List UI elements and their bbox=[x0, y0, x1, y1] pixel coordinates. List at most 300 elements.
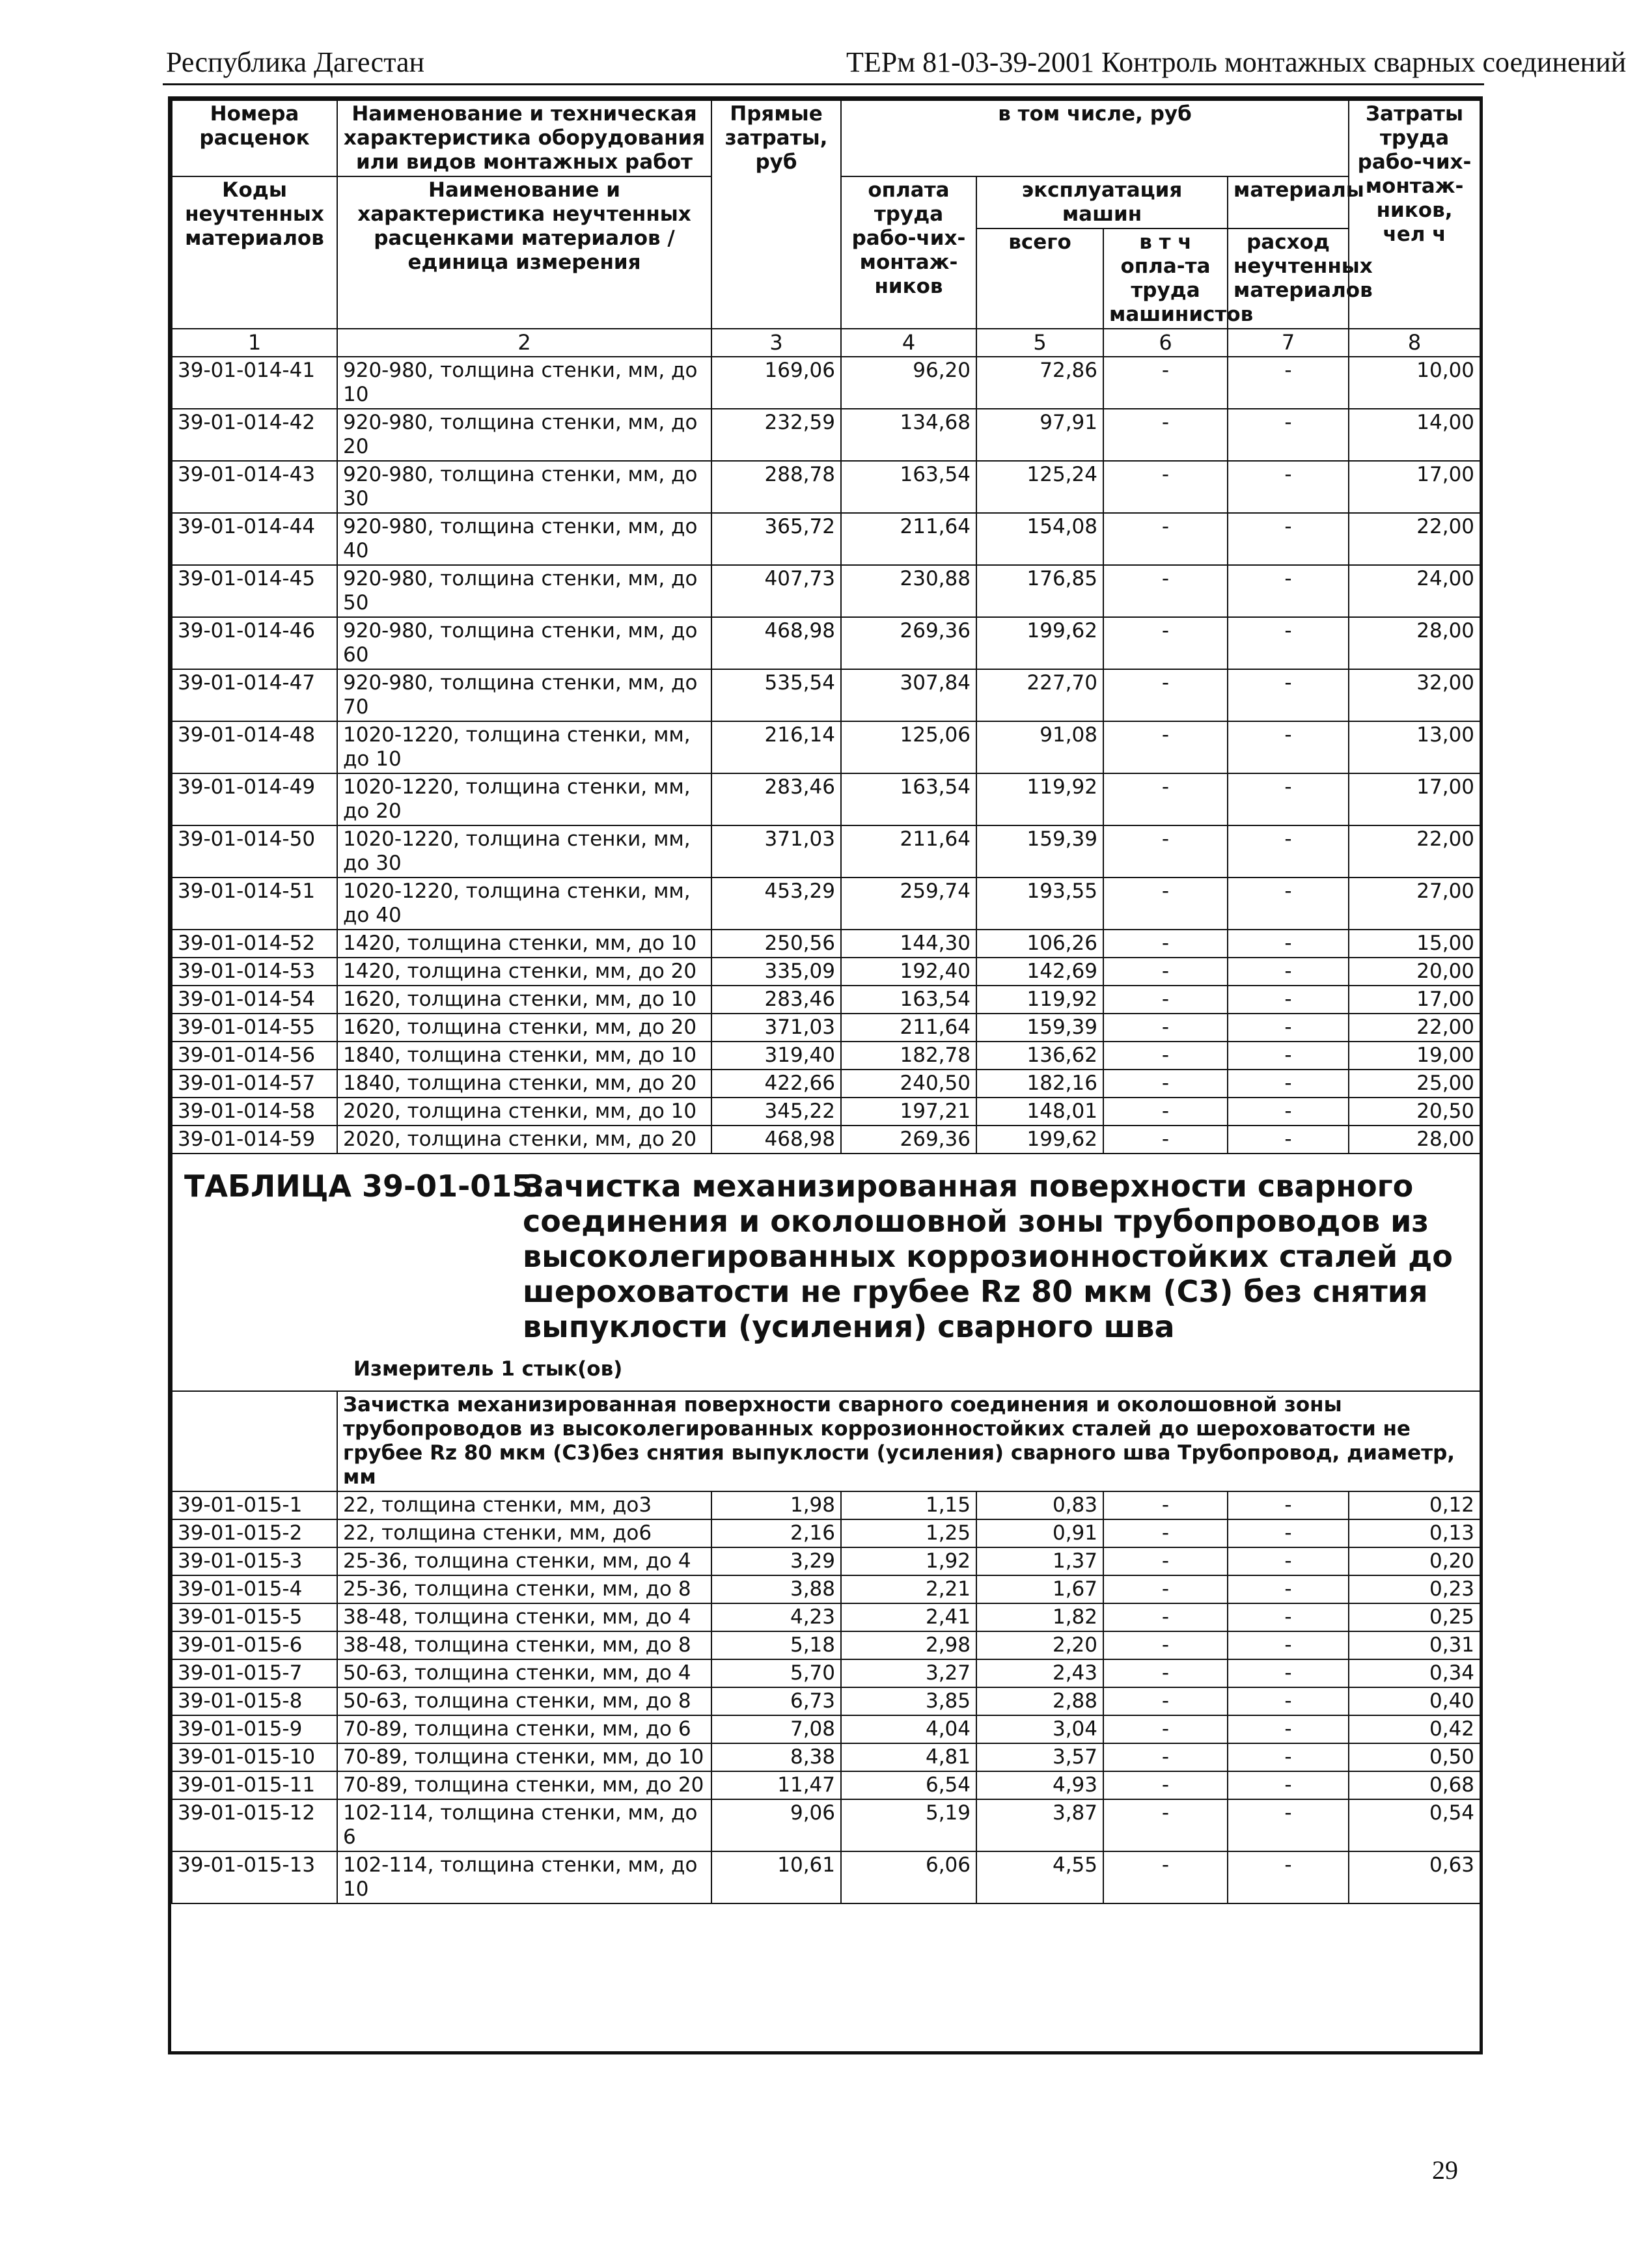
cell-materials: - bbox=[1228, 773, 1349, 825]
table-row bbox=[172, 986, 1480, 1014]
cell-machines-labor: - bbox=[1103, 1070, 1228, 1098]
cell-labor-hours: 0,31 bbox=[1349, 1631, 1480, 1659]
cell-machines-labor: - bbox=[1103, 721, 1228, 773]
table-row bbox=[172, 1491, 1480, 1519]
cell-materials: - bbox=[1228, 1491, 1349, 1519]
cell-materials: - bbox=[1228, 1547, 1349, 1575]
table2-title-block bbox=[172, 1154, 1480, 1390]
cell-labor-pay: 6,06 bbox=[841, 1851, 976, 1903]
cell-labor-pay: 1,15 bbox=[841, 1491, 976, 1519]
cell-machines-labor: - bbox=[1103, 1687, 1228, 1715]
cell-direct-costs: 169,06 bbox=[711, 357, 841, 409]
cell-direct-costs: 5,70 bbox=[711, 1659, 841, 1687]
cell-description: 70-89, толщина стенки, мм, до 20 bbox=[337, 1771, 711, 1799]
cell-materials: - bbox=[1228, 1519, 1349, 1547]
header-region: Республика Дагестан bbox=[166, 46, 425, 78]
table-row bbox=[172, 1659, 1480, 1687]
cell-machines-total: 3,57 bbox=[976, 1743, 1103, 1771]
cell-labor-hours: 17,00 bbox=[1349, 773, 1480, 825]
cell-labor-pay: 4,04 bbox=[841, 1715, 976, 1743]
cell-description: 1020-1220, толщина стенки, мм, до 30 bbox=[337, 825, 711, 878]
cell-description: 1020-1220, толщина стенки, мм, до 10 bbox=[337, 721, 711, 773]
table-row bbox=[172, 1799, 1480, 1851]
cell-labor-hours: 32,00 bbox=[1349, 669, 1480, 721]
table-row bbox=[172, 669, 1480, 721]
cell-labor-pay: 211,64 bbox=[841, 825, 976, 878]
cell-direct-costs: 9,06 bbox=[711, 1799, 841, 1851]
cell-description: 1840, толщина стенки, мм, до 10 bbox=[337, 1042, 711, 1070]
cell-labor-hours: 20,00 bbox=[1349, 958, 1480, 986]
cell-direct-costs: 8,38 bbox=[711, 1743, 841, 1771]
head-machines-incl: в т ч опла-та труда машинистов bbox=[1103, 228, 1228, 329]
cell-rate-code: 39-01-015-9 bbox=[172, 1715, 337, 1743]
cell-materials: - bbox=[1228, 461, 1349, 513]
cell-description: 920-980, толщина стенки, мм, до 50 bbox=[337, 565, 711, 617]
cell-machines-total: 1,37 bbox=[976, 1547, 1103, 1575]
cell-description: 1420, толщина стенки, мм, до 20 bbox=[337, 958, 711, 986]
cell-direct-costs: 3,88 bbox=[711, 1575, 841, 1603]
col-number: 2 bbox=[337, 329, 711, 357]
cell-description: 38-48, толщина стенки, мм, до 4 bbox=[337, 1603, 711, 1631]
head-material-names: Наименование и характеристика неучтенных расценками материалов / единица измерения bbox=[337, 176, 711, 329]
cell-description: 102-114, толщина стенки, мм, до 10 bbox=[337, 1851, 711, 1903]
cell-machines-labor: - bbox=[1103, 878, 1228, 930]
cell-description: 1020-1220, толщина стенки, мм, до 40 bbox=[337, 878, 711, 930]
cell-rate-code: 39-01-015-1 bbox=[172, 1491, 337, 1519]
cell-direct-costs: 453,29 bbox=[711, 878, 841, 930]
cell-direct-costs: 1,98 bbox=[711, 1491, 841, 1519]
cell-machines-labor: - bbox=[1103, 1603, 1228, 1631]
table-row bbox=[172, 1631, 1480, 1659]
cell-machines-total: 142,69 bbox=[976, 958, 1103, 986]
cell-labor-pay: 163,54 bbox=[841, 461, 976, 513]
cell-description: 920-980, толщина стенки, мм, до 30 bbox=[337, 461, 711, 513]
cell-machines-labor: - bbox=[1103, 1743, 1228, 1771]
cell-rate-code: 39-01-014-59 bbox=[172, 1126, 337, 1154]
cell-machines-total: 1,82 bbox=[976, 1603, 1103, 1631]
cell-machines-labor: - bbox=[1103, 1547, 1228, 1575]
cell-machines-labor: - bbox=[1103, 986, 1228, 1014]
cell-machines-total: 136,62 bbox=[976, 1042, 1103, 1070]
cell-rate-code: 39-01-015-8 bbox=[172, 1687, 337, 1715]
cell-labor-hours: 22,00 bbox=[1349, 1014, 1480, 1042]
cell-description: 920-980, толщина стенки, мм, до 70 bbox=[337, 669, 711, 721]
cell-machines-total: 148,01 bbox=[976, 1098, 1103, 1126]
table-row bbox=[172, 357, 1480, 409]
head-materials-sub: расход неучтенных материалов bbox=[1228, 228, 1349, 329]
cell-rate-code: 39-01-015-11 bbox=[172, 1771, 337, 1799]
cell-machines-total: 2,88 bbox=[976, 1687, 1103, 1715]
cell-machines-labor: - bbox=[1103, 1659, 1228, 1687]
cell-materials: - bbox=[1228, 1603, 1349, 1631]
cell-labor-hours: 0,54 bbox=[1349, 1799, 1480, 1851]
cell-machines-total: 106,26 bbox=[976, 930, 1103, 958]
cell-machines-total: 119,92 bbox=[976, 986, 1103, 1014]
cell-description: 25-36, толщина стенки, мм, до 8 bbox=[337, 1575, 711, 1603]
cell-labor-pay: 269,36 bbox=[841, 1126, 976, 1154]
cell-rate-code: 39-01-014-46 bbox=[172, 617, 337, 669]
table-row bbox=[172, 461, 1480, 513]
header-rule bbox=[163, 83, 1484, 85]
cell-rate-code: 39-01-014-45 bbox=[172, 565, 337, 617]
cell-labor-hours: 0,25 bbox=[1349, 1603, 1480, 1631]
cell-rate-code: 39-01-015-3 bbox=[172, 1547, 337, 1575]
table-row bbox=[172, 1687, 1480, 1715]
cell-machines-total: 72,86 bbox=[976, 357, 1103, 409]
cell-machines-total: 3,87 bbox=[976, 1799, 1103, 1851]
cell-labor-pay: 2,98 bbox=[841, 1631, 976, 1659]
cell-materials: - bbox=[1228, 1687, 1349, 1715]
cell-direct-costs: 216,14 bbox=[711, 721, 841, 773]
cell-rate-code: 39-01-014-44 bbox=[172, 513, 337, 565]
table2-title-row bbox=[172, 1154, 1480, 1391]
cell-rate-code: 39-01-014-48 bbox=[172, 721, 337, 773]
table-row bbox=[172, 1519, 1480, 1547]
cell-labor-pay: 307,84 bbox=[841, 669, 976, 721]
cell-rate-code: 39-01-014-55 bbox=[172, 1014, 337, 1042]
col-number: 1 bbox=[172, 329, 337, 357]
cell-machines-total: 199,62 bbox=[976, 617, 1103, 669]
cell-labor-pay: 96,20 bbox=[841, 357, 976, 409]
col-number: 4 bbox=[841, 329, 976, 357]
table-row bbox=[172, 878, 1480, 930]
table-row bbox=[172, 1014, 1480, 1042]
cell-labor-pay: 2,21 bbox=[841, 1575, 976, 1603]
cell-materials: - bbox=[1228, 513, 1349, 565]
cell-direct-costs: 10,61 bbox=[711, 1851, 841, 1903]
cell-machines-total: 97,91 bbox=[976, 409, 1103, 461]
cell-machines-labor: - bbox=[1103, 1575, 1228, 1603]
cell-materials: - bbox=[1228, 1799, 1349, 1851]
cell-labor-pay: 259,74 bbox=[841, 878, 976, 930]
table-row bbox=[172, 1126, 1480, 1154]
cell-description: 1620, толщина стенки, мм, до 20 bbox=[337, 1014, 711, 1042]
cell-machines-labor: - bbox=[1103, 669, 1228, 721]
cell-rate-code: 39-01-015-10 bbox=[172, 1743, 337, 1771]
cell-description: 22, толщина стенки, мм, до3 bbox=[337, 1491, 711, 1519]
cell-rate-code: 39-01-014-47 bbox=[172, 669, 337, 721]
cell-labor-hours: 28,00 bbox=[1349, 617, 1480, 669]
cell-machines-total: 227,70 bbox=[976, 669, 1103, 721]
head-labor-pay: оплата труда рабо-чих-монтаж-ников bbox=[841, 176, 976, 329]
cell-labor-pay: 192,40 bbox=[841, 958, 976, 986]
cell-description: 2020, толщина стенки, мм, до 10 bbox=[337, 1098, 711, 1126]
cell-rate-code: 39-01-015-4 bbox=[172, 1575, 337, 1603]
cell-materials: - bbox=[1228, 357, 1349, 409]
cell-machines-total: 2,43 bbox=[976, 1659, 1103, 1687]
cell-labor-hours: 14,00 bbox=[1349, 409, 1480, 461]
table-row bbox=[172, 1098, 1480, 1126]
cell-materials: - bbox=[1228, 409, 1349, 461]
cell-machines-total: 1,67 bbox=[976, 1575, 1103, 1603]
table-row bbox=[172, 958, 1480, 986]
cell-rate-code: 39-01-015-6 bbox=[172, 1631, 337, 1659]
cell-machines-labor: - bbox=[1103, 1098, 1228, 1126]
table2-title: Зачистка механизированная поверхности сварного соединения и околошовной зоны трубопроводов из высоколегированных коррозионностойких сталей до шероховатости не грубее Rz 80 мкм (С3) без снятия выпуклости (усиления) сварного шва bbox=[523, 1169, 1453, 1344]
col-number: 8 bbox=[1349, 329, 1480, 357]
table2-section-title: Зачистка механизированная поверхности сварного соединения и околошовной зоны трубопроводов из высоколегированных коррозионностойких сталей до шероховатости не грубее Rz 80 мкм (С3)без снятия выпуклости (усиления) сварного шва Трубопровод, диаметр, мм bbox=[337, 1391, 1480, 1491]
cell-rate-code: 39-01-015-5 bbox=[172, 1603, 337, 1631]
cell-machines-total: 2,20 bbox=[976, 1631, 1103, 1659]
cell-materials: - bbox=[1228, 721, 1349, 773]
cell-direct-costs: 371,03 bbox=[711, 825, 841, 878]
cell-labor-hours: 17,00 bbox=[1349, 461, 1480, 513]
head-work-name: Наименование и техническая характеристика оборудования или видов монтажных работ bbox=[337, 100, 711, 176]
cell-labor-hours: 0,63 bbox=[1349, 1851, 1480, 1903]
section-empty-cell bbox=[172, 1391, 337, 1491]
cell-labor-hours: 0,12 bbox=[1349, 1491, 1480, 1519]
cell-direct-costs: 5,18 bbox=[711, 1631, 841, 1659]
cell-labor-hours: 0,13 bbox=[1349, 1519, 1480, 1547]
cell-rate-code: 39-01-014-42 bbox=[172, 409, 337, 461]
head-materials: материалы bbox=[1228, 176, 1349, 228]
cell-description: 920-980, толщина стенки, мм, до 20 bbox=[337, 409, 711, 461]
cell-direct-costs: 535,54 bbox=[711, 669, 841, 721]
cell-rate-code: 39-01-014-58 bbox=[172, 1098, 337, 1126]
cell-description: 50-63, толщина стенки, мм, до 4 bbox=[337, 1659, 711, 1687]
cell-machines-total: 91,08 bbox=[976, 721, 1103, 773]
cell-direct-costs: 422,66 bbox=[711, 1070, 841, 1098]
header-document-code: ТЕРм 81-03-39-2001 Контроль монтажных сварных соединений bbox=[846, 46, 1626, 78]
cell-machines-total: 0,83 bbox=[976, 1491, 1103, 1519]
cell-labor-pay: 2,41 bbox=[841, 1603, 976, 1631]
cell-machines-labor: - bbox=[1103, 357, 1228, 409]
cell-materials: - bbox=[1228, 1771, 1349, 1799]
cell-machines-labor: - bbox=[1103, 565, 1228, 617]
cell-direct-costs: 11,47 bbox=[711, 1771, 841, 1799]
cell-materials: - bbox=[1228, 1743, 1349, 1771]
cell-machines-labor: - bbox=[1103, 958, 1228, 986]
cell-labor-pay: 211,64 bbox=[841, 1014, 976, 1042]
cell-labor-pay: 3,27 bbox=[841, 1659, 976, 1687]
cell-rate-code: 39-01-014-53 bbox=[172, 958, 337, 986]
cell-description: 1420, толщина стенки, мм, до 10 bbox=[337, 930, 711, 958]
table-row bbox=[172, 513, 1480, 565]
col-number: 6 bbox=[1103, 329, 1228, 357]
table2-section-row bbox=[172, 1391, 1480, 1491]
cell-labor-hours: 10,00 bbox=[1349, 357, 1480, 409]
cell-machines-labor: - bbox=[1103, 461, 1228, 513]
cell-labor-hours: 13,00 bbox=[1349, 721, 1480, 773]
head-direct-costs: Прямые затраты, руб bbox=[711, 100, 841, 329]
col-number: 3 bbox=[711, 329, 841, 357]
cell-labor-pay: 4,81 bbox=[841, 1743, 976, 1771]
cell-labor-pay: 163,54 bbox=[841, 773, 976, 825]
cell-machines-labor: - bbox=[1103, 1042, 1228, 1070]
cell-labor-hours: 0,20 bbox=[1349, 1547, 1480, 1575]
cell-direct-costs: 232,59 bbox=[711, 409, 841, 461]
table-row bbox=[172, 1851, 1480, 1903]
head-rate-number: Номера расценок bbox=[172, 100, 337, 176]
head-including: в том числе, руб bbox=[841, 100, 1349, 176]
table-row bbox=[172, 1070, 1480, 1098]
cell-machines-total: 199,62 bbox=[976, 1126, 1103, 1154]
table-row bbox=[172, 617, 1480, 669]
cell-machines-labor: - bbox=[1103, 1851, 1228, 1903]
cell-machines-total: 182,16 bbox=[976, 1070, 1103, 1098]
cell-machines-total: 159,39 bbox=[976, 825, 1103, 878]
cell-labor-hours: 0,68 bbox=[1349, 1771, 1480, 1799]
cell-rate-code: 39-01-014-51 bbox=[172, 878, 337, 930]
cell-direct-costs: 468,98 bbox=[711, 617, 841, 669]
cell-description: 22, толщина стенки, мм, до6 bbox=[337, 1519, 711, 1547]
table-row bbox=[172, 1575, 1480, 1603]
cell-materials: - bbox=[1228, 1631, 1349, 1659]
cell-materials: - bbox=[1228, 1126, 1349, 1154]
cell-machines-total: 4,55 bbox=[976, 1851, 1103, 1903]
cell-rate-code: 39-01-014-50 bbox=[172, 825, 337, 878]
cell-machines-labor: - bbox=[1103, 1491, 1228, 1519]
cell-direct-costs: 7,08 bbox=[711, 1715, 841, 1743]
cell-rate-code: 39-01-015-7 bbox=[172, 1659, 337, 1687]
head-labor-cost: Затраты труда рабо-чих-монтаж-ников, чел ч bbox=[1349, 100, 1480, 329]
table-row bbox=[172, 825, 1480, 878]
cell-rate-code: 39-01-014-56 bbox=[172, 1042, 337, 1070]
cell-direct-costs: 365,72 bbox=[711, 513, 841, 565]
cell-machines-labor: - bbox=[1103, 513, 1228, 565]
cell-direct-costs: 283,46 bbox=[711, 986, 841, 1014]
cell-materials: - bbox=[1228, 958, 1349, 986]
cell-direct-costs: 250,56 bbox=[711, 930, 841, 958]
cell-direct-costs: 407,73 bbox=[711, 565, 841, 617]
cell-materials: - bbox=[1228, 1070, 1349, 1098]
cell-rate-code: 39-01-014-49 bbox=[172, 773, 337, 825]
cell-labor-pay: 5,19 bbox=[841, 1799, 976, 1851]
cell-labor-pay: 1,92 bbox=[841, 1547, 976, 1575]
cell-materials: - bbox=[1228, 1851, 1349, 1903]
cell-labor-hours: 0,40 bbox=[1349, 1687, 1480, 1715]
cell-machines-total: 154,08 bbox=[976, 513, 1103, 565]
table-row bbox=[172, 1042, 1480, 1070]
cell-labor-hours: 24,00 bbox=[1349, 565, 1480, 617]
cell-labor-pay: 134,68 bbox=[841, 409, 976, 461]
cell-labor-pay: 144,30 bbox=[841, 930, 976, 958]
cell-machines-labor: - bbox=[1103, 930, 1228, 958]
cell-machines-total: 3,04 bbox=[976, 1715, 1103, 1743]
cell-labor-pay: 3,85 bbox=[841, 1687, 976, 1715]
table2-heading bbox=[184, 1169, 1468, 1344]
cell-direct-costs: 288,78 bbox=[711, 461, 841, 513]
cell-machines-total: 125,24 bbox=[976, 461, 1103, 513]
cell-machines-total: 193,55 bbox=[976, 878, 1103, 930]
cell-labor-pay: 211,64 bbox=[841, 513, 976, 565]
cell-machines-total: 176,85 bbox=[976, 565, 1103, 617]
cell-machines-labor: - bbox=[1103, 1126, 1228, 1154]
price-table-frame bbox=[168, 96, 1483, 2054]
cell-machines-total: 119,92 bbox=[976, 773, 1103, 825]
cell-direct-costs: 3,29 bbox=[711, 1547, 841, 1575]
cell-materials: - bbox=[1228, 669, 1349, 721]
cell-direct-costs: 468,98 bbox=[711, 1126, 841, 1154]
cell-materials: - bbox=[1228, 565, 1349, 617]
cell-direct-costs: 283,46 bbox=[711, 773, 841, 825]
column-numbers-row bbox=[172, 329, 1480, 357]
cell-labor-hours: 25,00 bbox=[1349, 1070, 1480, 1098]
table-row bbox=[172, 773, 1480, 825]
cell-rate-code: 39-01-014-54 bbox=[172, 986, 337, 1014]
cell-description: 1840, толщина стенки, мм, до 20 bbox=[337, 1070, 711, 1098]
cell-description: 920-980, толщина стенки, мм, до 60 bbox=[337, 617, 711, 669]
page-number: 29 bbox=[1432, 2155, 1458, 2185]
cell-materials: - bbox=[1228, 825, 1349, 878]
cell-labor-hours: 0,50 bbox=[1349, 1743, 1480, 1771]
cell-labor-hours: 0,42 bbox=[1349, 1715, 1480, 1743]
table2-meter: Измеритель 1 стык(ов) bbox=[353, 1357, 623, 1381]
cell-description: 1020-1220, толщина стенки, мм, до 20 bbox=[337, 773, 711, 825]
cell-machines-labor: - bbox=[1103, 1519, 1228, 1547]
cell-machines-labor: - bbox=[1103, 617, 1228, 669]
cell-labor-hours: 17,00 bbox=[1349, 986, 1480, 1014]
col-number: 7 bbox=[1228, 329, 1349, 357]
table-row bbox=[172, 565, 1480, 617]
cell-description: 38-48, толщина стенки, мм, до 8 bbox=[337, 1631, 711, 1659]
head-machines: эксплуатация машин bbox=[976, 176, 1228, 228]
table-row bbox=[172, 1771, 1480, 1799]
cell-description: 50-63, толщина стенки, мм, до 8 bbox=[337, 1687, 711, 1715]
table-row bbox=[172, 1603, 1480, 1631]
cell-direct-costs: 335,09 bbox=[711, 958, 841, 986]
cell-materials: - bbox=[1228, 1575, 1349, 1603]
header-row-1 bbox=[172, 100, 1480, 176]
cell-rate-code: 39-01-014-43 bbox=[172, 461, 337, 513]
cell-machines-labor: - bbox=[1103, 1715, 1228, 1743]
cell-rate-code: 39-01-014-41 bbox=[172, 357, 337, 409]
table-row bbox=[172, 1547, 1480, 1575]
cell-labor-hours: 20,50 bbox=[1349, 1098, 1480, 1126]
cell-labor-pay: 163,54 bbox=[841, 986, 976, 1014]
cell-labor-pay: 240,50 bbox=[841, 1070, 976, 1098]
cell-labor-pay: 125,06 bbox=[841, 721, 976, 773]
cell-description: 25-36, толщина стенки, мм, до 4 bbox=[337, 1547, 711, 1575]
cell-machines-labor: - bbox=[1103, 1771, 1228, 1799]
cell-direct-costs: 371,03 bbox=[711, 1014, 841, 1042]
cell-labor-hours: 0,23 bbox=[1349, 1575, 1480, 1603]
cell-materials: - bbox=[1228, 1098, 1349, 1126]
cell-machines-total: 4,93 bbox=[976, 1771, 1103, 1799]
cell-materials: - bbox=[1228, 1014, 1349, 1042]
head-material-codes: Коды неучтенных материалов bbox=[172, 176, 337, 329]
cell-machines-labor: - bbox=[1103, 1631, 1228, 1659]
cell-description: 1620, толщина стенки, мм, до 10 bbox=[337, 986, 711, 1014]
cell-materials: - bbox=[1228, 1715, 1349, 1743]
cell-machines-total: 0,91 bbox=[976, 1519, 1103, 1547]
cell-direct-costs: 6,73 bbox=[711, 1687, 841, 1715]
cell-labor-hours: 19,00 bbox=[1349, 1042, 1480, 1070]
cell-labor-pay: 1,25 bbox=[841, 1519, 976, 1547]
cell-description: 70-89, толщина стенки, мм, до 6 bbox=[337, 1715, 711, 1743]
cell-machines-labor: - bbox=[1103, 773, 1228, 825]
cell-materials: - bbox=[1228, 1659, 1349, 1687]
price-table bbox=[171, 100, 1481, 1904]
cell-labor-hours: 27,00 bbox=[1349, 878, 1480, 930]
cell-machines-labor: - bbox=[1103, 1799, 1228, 1851]
cell-labor-pay: 182,78 bbox=[841, 1042, 976, 1070]
head-machines-total: всего bbox=[976, 228, 1103, 329]
cell-labor-pay: 197,21 bbox=[841, 1098, 976, 1126]
cell-direct-costs: 2,16 bbox=[711, 1519, 841, 1547]
cell-description: 102-114, толщина стенки, мм, до 6 bbox=[337, 1799, 711, 1851]
cell-machines-labor: - bbox=[1103, 409, 1228, 461]
cell-rate-code: 39-01-014-57 bbox=[172, 1070, 337, 1098]
cell-description: 70-89, толщина стенки, мм, до 10 bbox=[337, 1743, 711, 1771]
cell-rate-code: 39-01-015-2 bbox=[172, 1519, 337, 1547]
table-row bbox=[172, 930, 1480, 958]
cell-description: 2020, толщина стенки, мм, до 20 bbox=[337, 1126, 711, 1154]
cell-labor-hours: 0,34 bbox=[1349, 1659, 1480, 1687]
table-row bbox=[172, 1743, 1480, 1771]
cell-labor-pay: 230,88 bbox=[841, 565, 976, 617]
cell-machines-total: 159,39 bbox=[976, 1014, 1103, 1042]
